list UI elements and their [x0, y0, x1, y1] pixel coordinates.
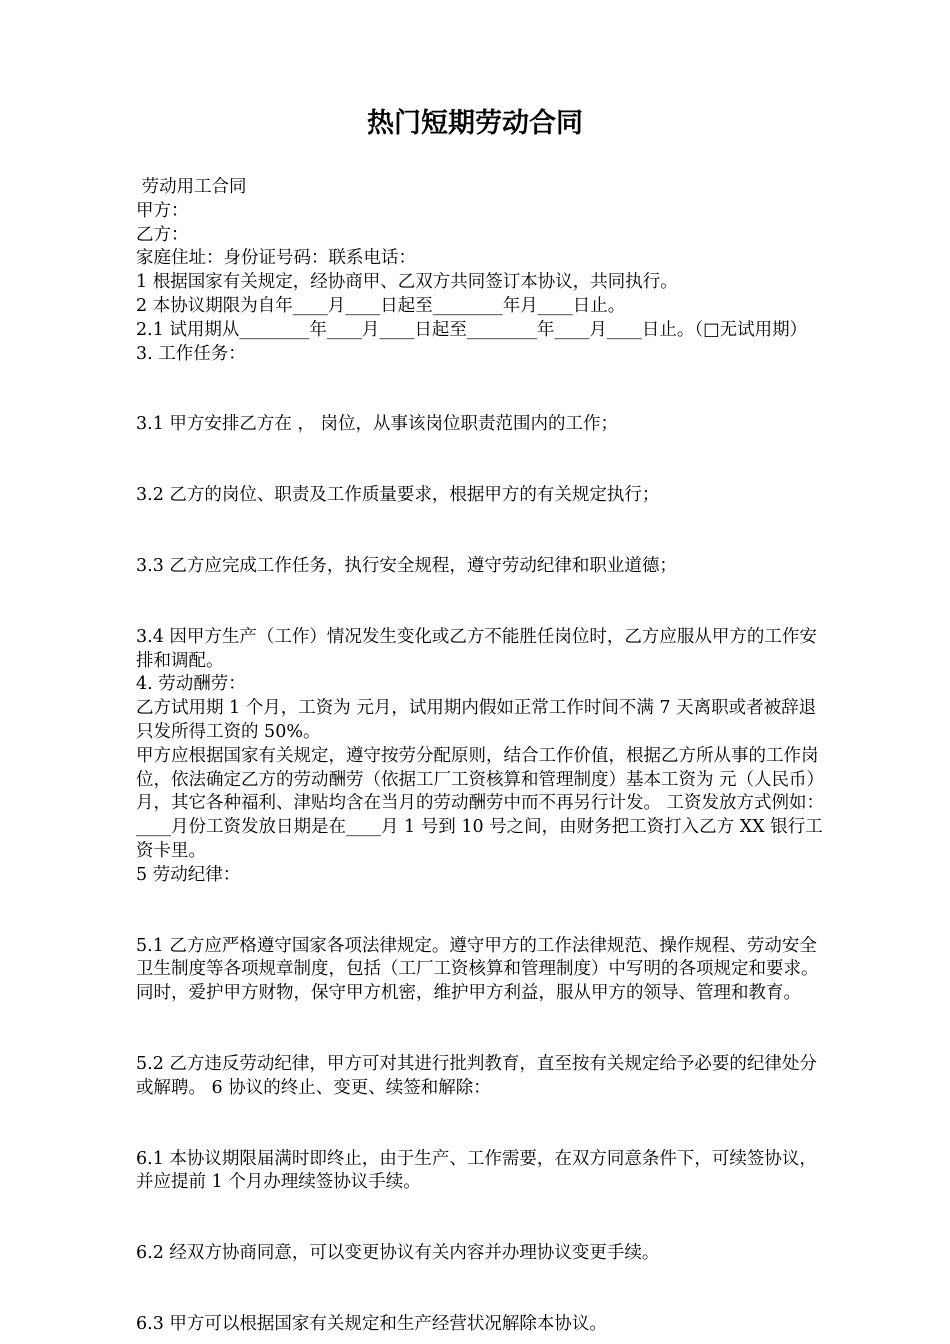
- party-b-line: 乙方：: [136, 224, 189, 245]
- clause-3-1: 3.1 甲方安排乙方在 ， 岗位，从事该岗位职责范围内的工作；: [136, 414, 619, 435]
- contact-info-line: 家庭住址：身份证号码：联系电话：: [136, 248, 416, 269]
- party-a-line: 甲方：: [136, 200, 189, 221]
- document-title: 热门短期劳动合同: [367, 108, 583, 139]
- clause-2: 2 本协议期限为自年____月____日起至________年月____日止。: [136, 295, 626, 316]
- section-3-heading: 3. 工作任务：: [136, 343, 246, 364]
- clause-6-3: 6.3 甲方可以根据国家有关规定和生产经营状况解除本协议。: [136, 1313, 607, 1334]
- clause-2-1: 2.1 试用期从________年____月____日起至________年____月____日止。（□无试用期）: [136, 319, 808, 340]
- probation-pay-paragraph: 乙方试用期 1 个月，工资为 元月，试用期内假如正常工作时间不满 7 天离职或者被辞退只发所得工资的 50%。: [136, 698, 817, 742]
- clause-1: 1 根据国家有关规定，经协商甲、乙双方共同签订本协议，共同执行。: [136, 272, 678, 293]
- clause-6-2: 6.2 经双方协商同意，可以变更协议有关内容并办理协议变更手续。: [136, 1243, 660, 1264]
- clause-5-1: 5.1 乙方应严格遵守国家各项法律规定。遵守甲方的工作法律规范、操作规程、劳动安全卫生制度等各项规章制度，包括（工厂工资核算和管理制度）中写明的各项规定和要求。同时，爱护甲方财物，保守甲方机密，维护甲方利益，服从甲方的领导、管理和教育。: [136, 935, 819, 1004]
- section-4-heading: 4. 劳动酬劳：: [136, 674, 246, 695]
- salary-paragraph: 甲方应根据国家有关规定，遵守按劳分配原则，结合工作价值，根据乙方所从事的工作岗位，依法确定乙方的劳动酬劳（依据工厂工资核算和管理制度）基本工资为 元（人民币）月，其它各种福利、津贴均含在当月的劳动酬劳中而不再另行计发。 工资发放方式例如：____月份工资发放日期是在____月 1 号到 10 号之间，由财务把工资打入乙方 XX 银行工资卡里。: [136, 745, 825, 861]
- section-5-heading: 5 劳动纪律：: [136, 864, 241, 885]
- clause-3-4: 3.4 因甲方生产（工作）情况发生变化或乙方不能胜任岗位时，乙方应服从甲方的工作安排和调配。: [136, 626, 817, 671]
- contract-body: [136, 176, 826, 1337]
- contract-heading: 劳动用工合同: [136, 177, 247, 197]
- clause-6-1: 6.1 本协议期限届满时即终止，由于生产、工作需要，在双方同意条件下，可续签协议，并应提前 1 个月办理续签协议手续。: [136, 1148, 817, 1193]
- clause-3-2: 3.2 乙方的岗位、职责及工作质量要求，根据甲方的有关规定执行；: [136, 485, 660, 506]
- clause-5-2: 5.2 乙方违反劳动纪律，甲方可对其进行批判教育，直至按有关规定给予必要的纪律处分或解聘。 6 协议的终止、变更、续签和解除：: [136, 1053, 817, 1098]
- clause-3-3: 3.3 乙方应完成工作任务，执行安全规程，遵守劳动纪律和职业道德；: [136, 555, 677, 576]
